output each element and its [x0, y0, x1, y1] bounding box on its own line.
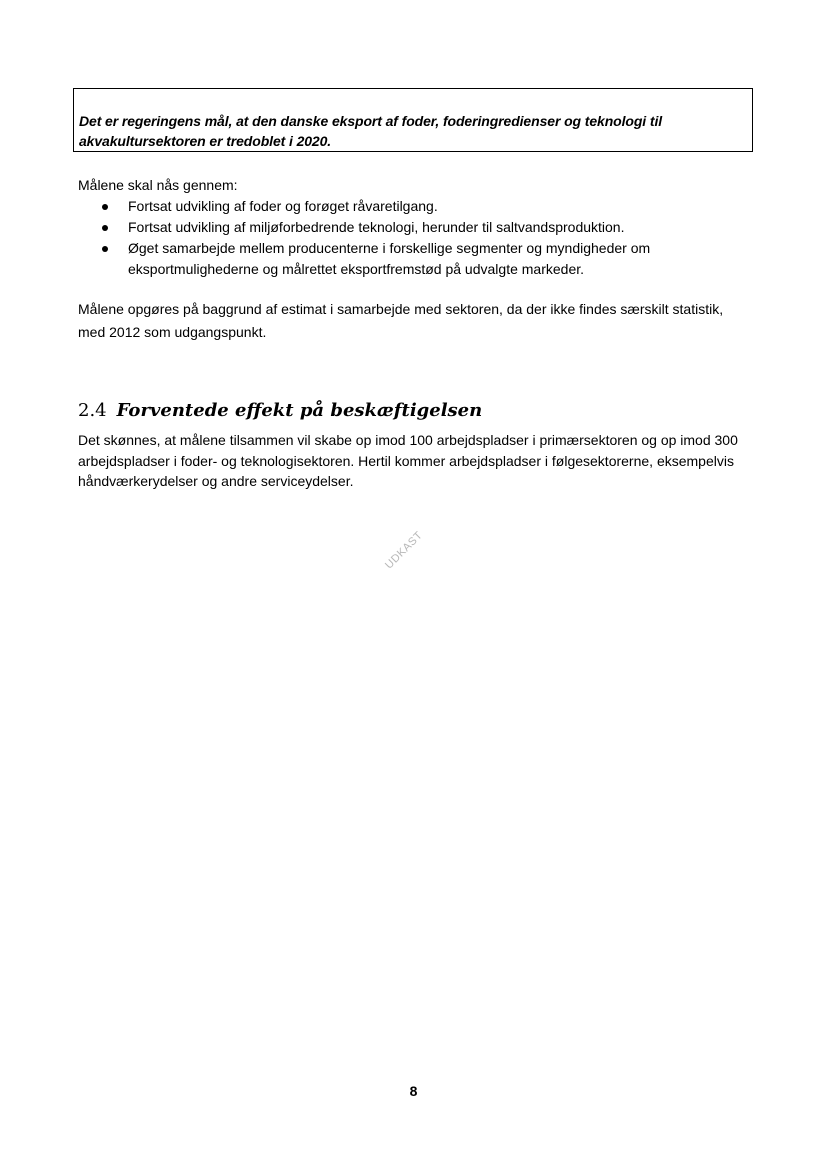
- intro-text: Målene skal nås gennem:: [78, 177, 238, 193]
- goal-box: [73, 88, 753, 152]
- bullet-icon: [102, 204, 108, 210]
- draft-watermark: UDKAST: [383, 529, 426, 572]
- list-item-text: Fortsat udvikling af foder og forøget råvaretilgang.: [128, 198, 438, 214]
- list-item-text: Fortsat udvikling af miljøforbedrende teknologi, herunder til saltvandsproduktion.: [128, 219, 625, 235]
- list-item: [78, 217, 758, 238]
- paragraph-employment: Det skønnes, at målene tilsammen vil skabe op imod 100 arbejdspladser i primærsektoren og op imod 300 arbejdspladser i foder- og teknologisektoren. Hertil kommer arbejdspladser i følgesektorerne, eksempelvis håndværkerydelser og andre serviceydelser.: [78, 432, 738, 489]
- section-heading: [78, 398, 482, 424]
- list-item-text: Øget samarbejde mellem producenterne i forskellige segmenter og myndigheder om eksportmulighederne og målrettet eksportfremstød på udvalgte markeder.: [128, 240, 651, 277]
- list-item: [78, 238, 758, 280]
- page-number: 8: [409, 1083, 418, 1099]
- paragraph-estimate: Målene opgøres på baggrund af estimat i samarbejde med sektoren, da der ikke findes særskilt statistik, med 2012 som udgangspunkt.: [78, 301, 724, 340]
- bullet-icon: [102, 225, 108, 231]
- goal-text: Det er regeringens mål, at den danske eksport af foder, foderingredienser og teknologi til akvakultursektoren er tredoblet i 2020.: [79, 113, 663, 149]
- bullet-icon: [102, 246, 108, 252]
- section-title: Forventede effekt på beskæftigelsen: [116, 400, 483, 421]
- section-number: 2.4: [78, 400, 107, 421]
- list-item: [78, 196, 758, 217]
- bullet-list: [78, 196, 758, 280]
